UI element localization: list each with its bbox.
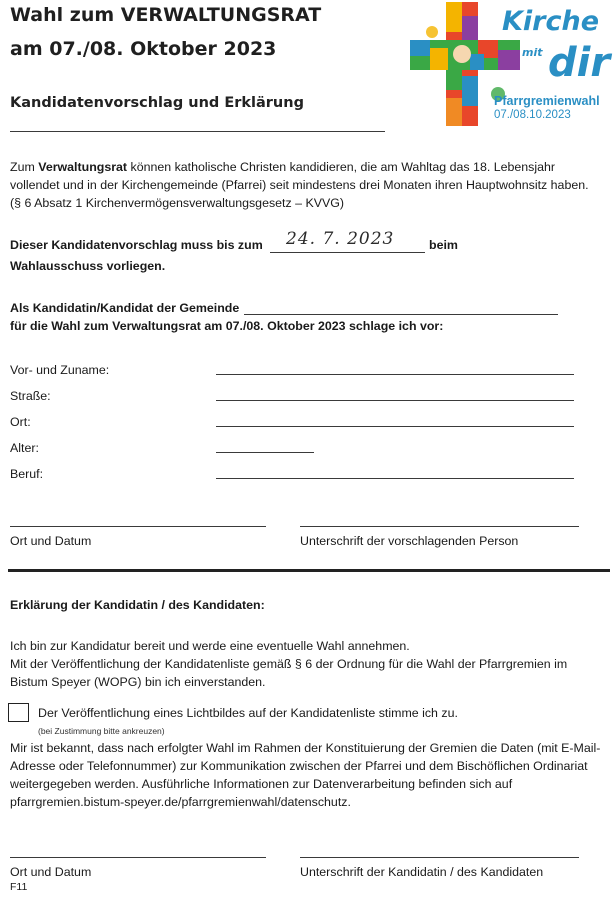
field-label-street: Straße: bbox=[10, 389, 51, 403]
declaration-p2-line1: Mir ist bekannt, dass nach erfolgter Wahl im Rahmen der Konstituierung der Gremien die Daten (mit E-Mail- bbox=[10, 741, 601, 755]
photo-consent-checkbox[interactable] bbox=[8, 703, 29, 722]
photo-consent-label: Der Veröffentlichung eines Lichtbildes auf der Kandidatenliste stimme ich zu. bbox=[38, 706, 458, 720]
parish-name-line[interactable] bbox=[244, 314, 558, 315]
intro-text: Zum bbox=[10, 160, 39, 174]
kirche-mit-dir-logo bbox=[410, 2, 614, 130]
signature1-proposer-line[interactable] bbox=[300, 526, 579, 527]
section-divider bbox=[8, 569, 610, 572]
declaration-p2-line2: Adresse oder Telefonnummer) zur Kommunikation zwischen der Pfarrei und dem Bischöflichen Ordinariat bbox=[10, 759, 588, 773]
signature2-candidate-label: Unterschrift der Kandidatin / des Kandidaten bbox=[300, 865, 544, 879]
signature1-place-date-label: Ort und Datum bbox=[10, 534, 92, 548]
signature2-candidate-line[interactable] bbox=[300, 857, 579, 858]
proposal-line2: für die Wahl zum Verwaltungsrat am 07./08. Oktober 2023 schlage ich vor: bbox=[10, 319, 444, 333]
logo-date: 07./08.10.2023 bbox=[494, 109, 571, 121]
field-line-profession[interactable] bbox=[216, 478, 574, 479]
declaration-p1-line2: Mit der Veröffentlichung der Kandidatenliste gemäß § 6 der Ordnung für die Wahl der Pfarrgremien im bbox=[10, 657, 568, 671]
intro-line3: (§ 6 Absatz 1 Kirchenvermögensverwaltungsgesetz – KVVG) bbox=[10, 196, 345, 210]
signature1-proposer-label: Unterschrift der vorschlagenden Person bbox=[300, 534, 519, 548]
deadline-date-line[interactable] bbox=[270, 252, 425, 253]
declaration-p2-line3: weitergegeben werden. Ausführliche Informationen zur Datenverarbeitung befinden sich auf bbox=[10, 777, 513, 791]
form-code: F11 bbox=[10, 881, 28, 893]
signature2-place-date-label: Ort und Datum bbox=[10, 865, 92, 879]
field-line-city[interactable] bbox=[216, 426, 574, 427]
intro-text: können katholische Christen kandidieren, die am Wahltag das 18. Lebensjahr bbox=[127, 160, 556, 174]
page-title-line1: Wahl zum VERWALTUNGSRAT bbox=[10, 4, 322, 26]
declaration-p1-line3: Bistum Speyer (WOPG) bin ich einverstanden. bbox=[10, 675, 266, 689]
signature2-place-date-line[interactable] bbox=[10, 857, 266, 858]
logo-word-dir: dir bbox=[548, 40, 611, 86]
intro-line2: vollendet und in der Kirchengemeinde (Pfarrei) seit mindestens drei Monaten ihren Hauptwohnsitz haben. bbox=[10, 178, 589, 192]
deadline-text: Dieser Kandidatenvorschlag muss bis zum bbox=[10, 238, 263, 252]
deadline-text-post: beim bbox=[429, 238, 458, 252]
logo-tagline: Pfarrgremienwahl bbox=[494, 94, 600, 108]
page-subtitle: Kandidatenvorschlag und Erklärung bbox=[10, 95, 304, 111]
photo-consent-hint: (bei Zustimmung bitte ankreuzen) bbox=[38, 726, 165, 736]
declaration-p1-line1: Ich bin zur Kandidatur bereit und werde eine eventuelle Wahl annehmen. bbox=[10, 639, 410, 653]
declaration-p2-line4: pfarrgremien.bistum-speyer.de/pfarrgremienwahl/datenschutz. bbox=[10, 795, 351, 809]
field-label-name: Vor- und Zuname: bbox=[10, 363, 110, 377]
intro-line1 bbox=[10, 159, 555, 176]
page-title-line2: am 07./08. Oktober 2023 bbox=[10, 38, 277, 60]
field-label-profession: Beruf: bbox=[10, 467, 44, 481]
field-label-age: Alter: bbox=[10, 441, 39, 455]
deadline-handwritten-date: 24. 7. 2023 bbox=[286, 229, 395, 249]
logo-word-kirche: Kirche bbox=[502, 6, 600, 37]
field-line-name[interactable] bbox=[216, 374, 574, 375]
intro-bold-term: Verwaltungsrat bbox=[38, 160, 128, 174]
field-label-city: Ort: bbox=[10, 415, 31, 429]
field-line-street[interactable] bbox=[216, 400, 574, 401]
logo-word-mit: mit bbox=[522, 46, 543, 59]
proposal-line1: Als Kandidatin/Kandidat der Gemeinde bbox=[10, 301, 240, 315]
field-line-age[interactable] bbox=[216, 452, 314, 453]
subtitle-underline bbox=[10, 131, 385, 132]
signature1-place-date-line[interactable] bbox=[10, 526, 266, 527]
deadline-text-line2: Wahlausschuss vorliegen. bbox=[10, 259, 166, 273]
declaration-heading: Erklärung der Kandidatin / des Kandidaten: bbox=[10, 598, 265, 612]
